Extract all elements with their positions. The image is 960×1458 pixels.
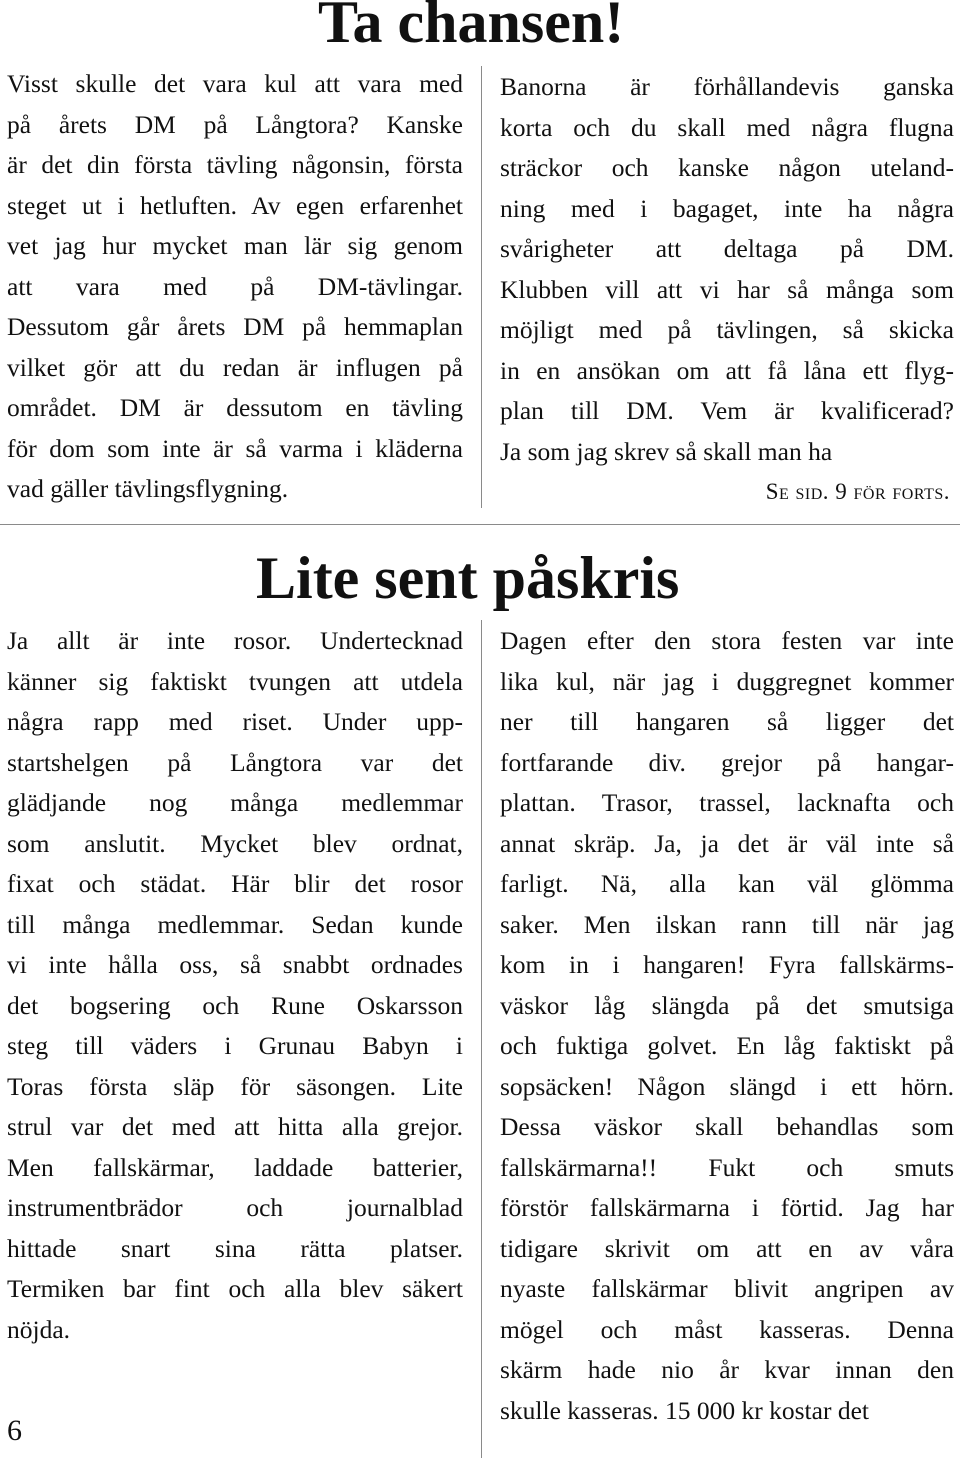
text-line: till många medlemmar. Sedan kunde [7,909,463,939]
continuation-reference: Se sid. 9 för forts. [765,479,950,504]
page-number: 6 [7,1414,22,1447]
text-line: kom in i hangaren! Fyra fallskärms- [500,950,954,979]
text-line: instrumentbrädor och journalblad [7,1193,463,1222]
text-line: sträckor och kanske någon uteland- [500,153,954,182]
article-title-ta-chansen: Ta chansen! [318,0,625,55]
text-line: Ja som jag skrev så skall man ha [500,436,833,466]
section-divider [0,524,960,525]
text-line: vet jag hur mycket man lär sig genom [7,231,463,260]
text-line: hittade snart sina rätta platser. [7,1233,463,1263]
text-line: Klubben vill att vi har så många som [500,274,954,304]
ta-chansen-right-column [500,67,954,472]
text-line: för dom som inte är så varma i kläderna [7,433,463,463]
text-line: på årets DM på Långtora? Kanske [7,109,463,139]
text-line: Men fallskärmar, laddade batterier, [7,1152,463,1182]
ta-chansen-left-column [7,64,463,510]
text-line: vi inte hålla oss, så snabbt ordnades [7,950,463,979]
text-line: farligt. Nä, alla kan väl glömma [500,869,954,898]
text-line: plan till DM. Vem är kvalificerad? [500,396,954,425]
paskris-right-column [500,621,954,1431]
text-line: lika kul, när jag i duggregnet kommer [500,666,954,696]
text-line: startshelgen på Långtora var det [7,747,463,777]
text-line: Toras första släp för säsongen. Lite [7,1071,463,1101]
column-divider-top [481,66,482,508]
text-line: strul var det med att hitta alla grejor. [7,1112,463,1141]
text-line: nöjda. [7,1314,71,1344]
text-line: sopsäcken! Någon slängd i ett hörn. [500,1071,954,1101]
text-line: glädjande nog många medlemmar [7,788,463,817]
text-line: mögel och måst kasseras. Denna [500,1314,954,1344]
text-line: steg till väders i Grunau Babyn i [7,1031,463,1060]
text-line: fallskärmarna!! Fukt och smuts [500,1152,954,1182]
text-line: är det din första tävling någonsin, första [7,150,463,179]
text-line: vilket gör att du redan är influgen på [7,352,463,382]
text-line: skulle kasseras. 15 000 kr kostar det [500,1395,869,1425]
paskris-left-column [7,621,463,1350]
text-line: fixat och städat. Här blir det rosor [7,869,463,898]
text-line: ning med i bagaget, inte ha några [500,193,954,223]
text-line: plattan. Trasor, trassel, lacknafta och [500,788,954,817]
text-line: in en ansökan om att få låna ett flyg- [500,355,954,385]
text-line: svårigheter att deltaga på DM. [500,234,954,263]
text-line: känner sig faktiskt tvungen att utdela [7,666,463,696]
text-line: Visst skulle det vara kul att vara med [7,69,463,98]
text-line: korta och du skall med några flugna [500,112,954,142]
article-title-lite-sent-paskris: Lite sent påskris [256,545,680,611]
text-line: Ja allt är inte rosor. Undertecknad [7,626,463,655]
text-line: fortfarande div. grejor på hangar- [500,747,954,777]
text-line: annat skräp. Ja, ja det är väl inte så [500,828,954,858]
text-line: Termiken bar fint och alla blev säkert [7,1274,463,1303]
text-line: att vara med på DM-tävlingar. [7,271,463,301]
text-line: möjligt med på tävlingen, så skicka [500,315,954,344]
text-line: tidigare skrivit om att en av våra [500,1233,954,1263]
column-divider-bottom [481,620,482,1458]
text-line: det bogsering och Rune Oskarsson [7,990,463,1020]
text-line: Dagen efter den stora festen var inte [500,626,954,655]
text-line: ner till hangaren så ligger det [500,707,954,736]
text-line: Banorna är förhållandevis ganska [500,72,954,101]
text-line: Dessa väskor skall behandlas som [500,1112,954,1141]
text-line: som anslutit. Mycket blev ordnat, [7,828,463,858]
text-line: Dessutom går årets DM på hemmaplan [7,312,463,341]
text-line: förstör fallskärmarna i förtid. Jag har [500,1193,954,1222]
text-line: området. DM är dessutom en tävling [7,393,463,422]
text-line: skärm hade nio år kvar innan den [500,1355,954,1384]
text-line: steget ut i hetluften. Av egen erfarenhet [7,190,463,220]
text-line: några rapp med riset. Under upp- [7,707,463,736]
text-line: och fuktiga golvet. En låg faktiskt på [500,1031,954,1060]
text-line: nyaste fallskärmar blivit angripen av [500,1274,954,1303]
text-line: saker. Men ilskan rann till när jag [500,909,954,939]
text-line: vad gäller tävlingsflygning. [7,474,289,503]
text-line: väskor låg slängda på det smutsiga [500,990,954,1020]
